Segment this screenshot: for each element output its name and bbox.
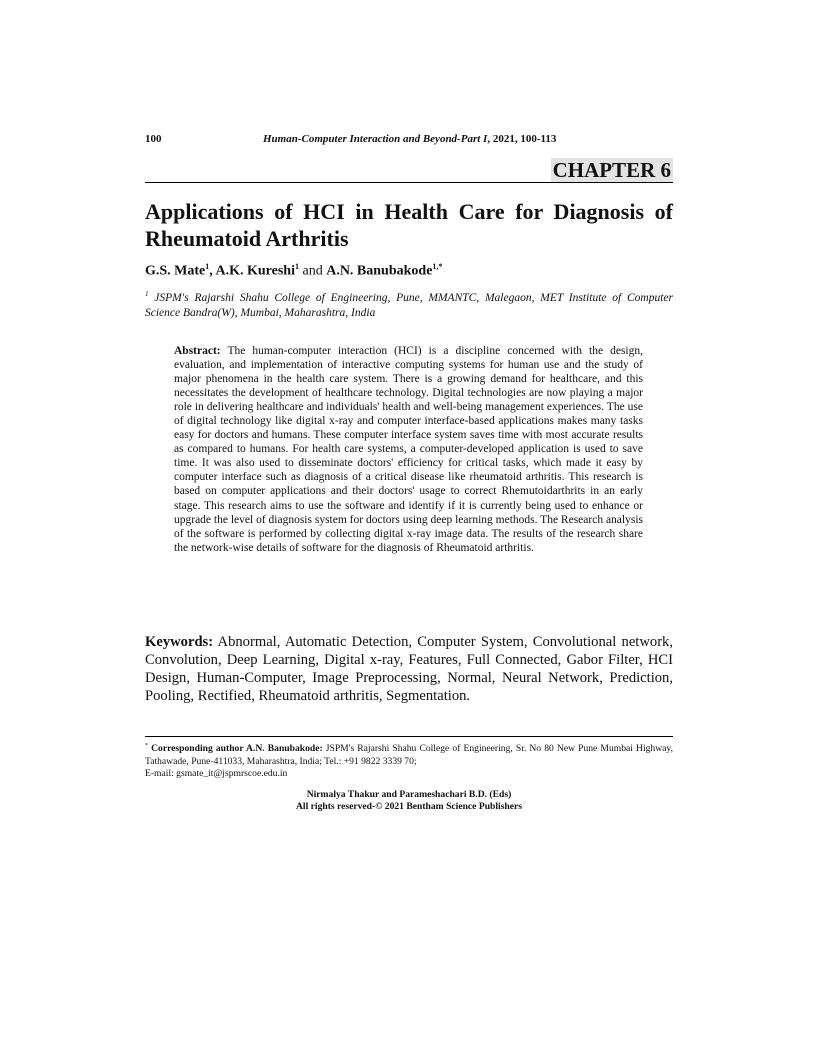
- author-affiliation-mark: 1,*: [432, 262, 443, 271]
- footnote-body: [145, 740, 673, 768]
- keywords: [145, 633, 673, 705]
- journal-title: Human-Computer Interaction and Beyond-Part I: [263, 133, 488, 145]
- journal-citation: [263, 133, 556, 145]
- author-conjunction: and: [298, 263, 327, 279]
- editors-line: Nirmalya Thakur and Parameshachari B.D. (Eds): [306, 789, 512, 800]
- paper-title: Applications of HCI in Health Care for Diagnosis of Rheumatoid Arthritis: [145, 199, 673, 251]
- publisher-notice: [145, 789, 673, 814]
- footnote-mark: *: [145, 743, 148, 749]
- author-list: [145, 262, 442, 280]
- footnote-label: Corresponding author A.N. Banubakode:: [148, 743, 323, 755]
- affiliation-text: JSPM's Rajarshi Shahu College of Engineering, Pune, MMANTC, Malegaon, MET Institute of Computer Science Bandra(W), Mumbai, Maharashtra, India: [145, 291, 673, 319]
- author-name: A.K. Kureshi: [215, 263, 295, 279]
- author-affiliation-mark: 1: [205, 262, 210, 271]
- author-name: G.S. Mate: [145, 263, 206, 279]
- affiliation: [145, 287, 673, 321]
- running-header: [145, 133, 673, 149]
- page-number: 100: [145, 133, 162, 145]
- corresponding-author-footnote: [145, 740, 673, 780]
- footnote-address: JSPM's Rajarshi Shahu College of Engineering, Sr. No 80 New Pune Mumbai Highway, Tathawade, Pune-411033, Maharashtra, India; Tel.: +91 9822 3339 70;: [145, 743, 673, 767]
- rights-line: All rights reserved-© 2021 Bentham Science Publishers: [295, 801, 523, 813]
- keywords-text: Abnormal, Automatic Detection, Computer System, Convolutional network, Convolution, Deep Learning, Digital x-ray, Features, Full Connected, Gabor Filter, HCI Design, Human-Computer, Image Preprocessing, Normal, Neural Network, Prediction, Pooling, Rectified, Rheumatoid arthritis, Segmentation.: [145, 634, 673, 704]
- abstract-label: Abstract:: [174, 345, 221, 357]
- footnote-email: E-mail: gsmate_it@jspmrscoe.edu.in: [145, 768, 288, 779]
- keywords-label: Keywords:: [145, 634, 214, 650]
- journal-details: , 2021, 100-113: [487, 133, 557, 145]
- author-name: A.N. Banubakode: [326, 263, 433, 279]
- affiliation-mark: 1: [145, 290, 149, 298]
- abstract: [174, 344, 643, 555]
- footnote-rule: [145, 736, 673, 737]
- chapter-label: CHAPTER 6: [552, 158, 671, 182]
- author-affiliation-mark: 1: [294, 262, 299, 271]
- author-separator: ,: [209, 263, 216, 279]
- title-rule: [145, 182, 673, 183]
- abstract-text: The human-computer interaction (HCI) is a discipline concerned with the design, evaluation, and implementation of interactive computing systems for human use and the study of major phenomena in the health care system. There is a growing demand for healthcare, and this necessitates the development of healthcare technology. Digital technologies are now playing a major role in delivering healthcare and individuals' health and well-being management experiences. The use of digital technology like digital x-ray and computer interface-based applications makes many tasks easy for doctors and humans. These computer interface system saves time with most accurate results as compared to humans. For health care systems, a computer-developed application is used to save time. It was also used to disseminate doctors' efficiency for critical tasks, which made it easy by computer interface such as diagnosis of a critical disease like rheumatoid arthritis. This research is based on computer applications and their doctors' usage to correct Rhemutoidarthrits in an early stage. This research aims to use the software and identify if it is currently being used to enhance or upgrade the level of diagnosis system for doctors using deep learning methods. The Research analysis of the software is performed by collecting digital x-ray image data. The results of the research share the network-wise details of software for the diagnosis of Rheumatoid arthritis.: [174, 345, 643, 554]
